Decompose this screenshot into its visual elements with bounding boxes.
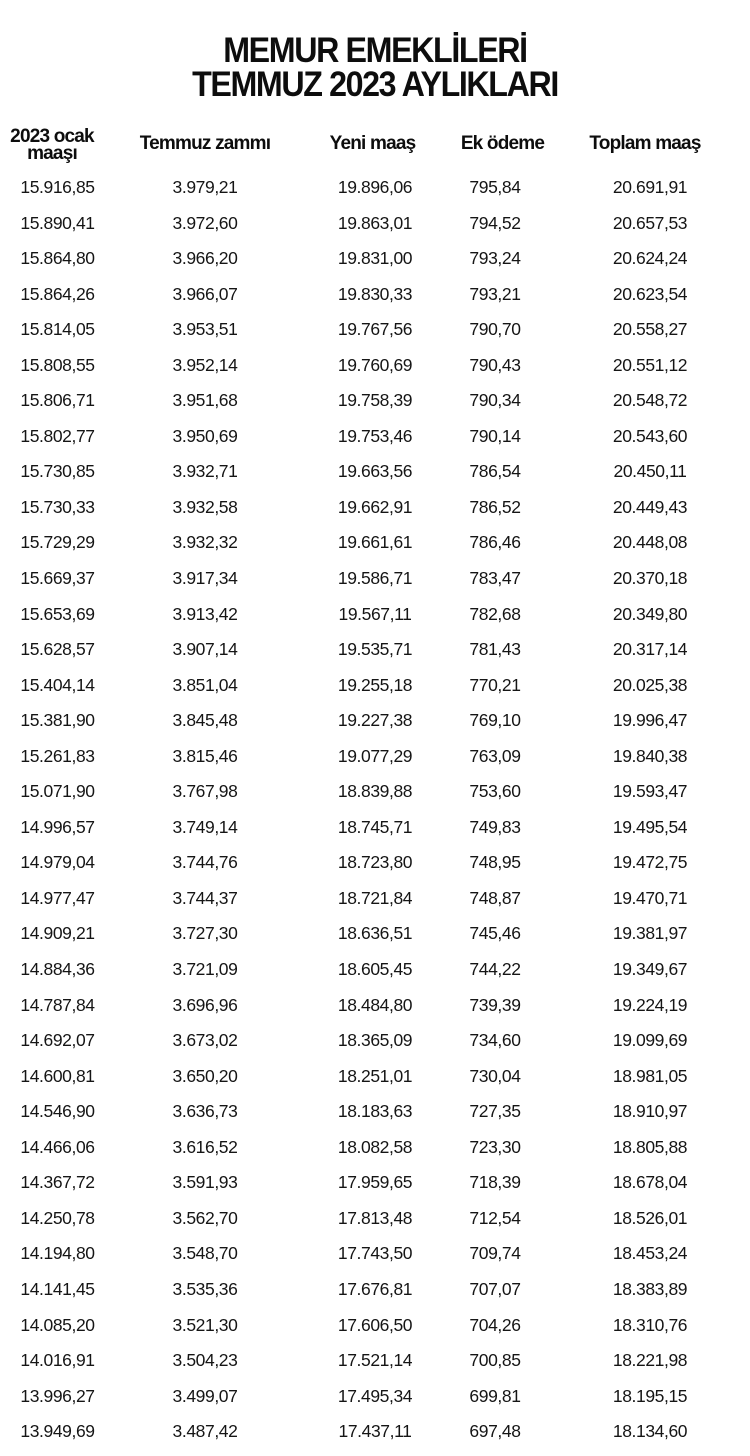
cell-toplam-maas: 20.543,60 xyxy=(612,425,688,446)
cell-ocak-maasi: 13.949,69 xyxy=(20,1421,95,1442)
cell-ocak-maasi: 14.546,90 xyxy=(20,1101,95,1122)
cell-yeni-maas: 19.586,71 xyxy=(337,568,413,589)
table-row xyxy=(0,1207,750,1243)
cell-temmuz-zammi: 3.767,98 xyxy=(172,781,238,802)
table-row xyxy=(0,887,750,923)
cell-toplam-maas: 19.495,54 xyxy=(612,816,688,837)
table-row xyxy=(0,460,750,496)
cell-yeni-maas: 17.959,65 xyxy=(337,1172,413,1193)
table-row xyxy=(0,638,750,674)
table-row xyxy=(0,176,750,212)
cell-yeni-maas: 18.636,51 xyxy=(337,923,413,944)
cell-toplam-maas: 20.548,72 xyxy=(612,390,688,411)
cell-ek-odeme: 709,74 xyxy=(469,1243,521,1264)
cell-yeni-maas: 19.831,00 xyxy=(337,248,413,269)
cell-ek-odeme: 700,85 xyxy=(469,1350,521,1371)
cell-ek-odeme: 790,34 xyxy=(469,390,521,411)
cell-temmuz-zammi: 3.721,09 xyxy=(172,959,238,980)
cell-toplam-maas: 20.657,53 xyxy=(612,212,688,233)
cell-ocak-maasi: 14.787,84 xyxy=(20,994,95,1015)
cell-yeni-maas: 19.567,11 xyxy=(338,603,412,624)
cell-ek-odeme: 718,39 xyxy=(469,1172,521,1193)
cell-yeni-maas: 17.495,34 xyxy=(337,1385,413,1406)
cell-toplam-maas: 18.310,76 xyxy=(612,1314,688,1335)
cell-temmuz-zammi: 3.616,52 xyxy=(172,1136,238,1157)
table-row xyxy=(0,1065,750,1101)
cell-ek-odeme: 794,52 xyxy=(469,212,521,233)
cell-temmuz-zammi: 3.591,93 xyxy=(172,1172,238,1193)
table-row xyxy=(0,567,750,603)
cell-toplam-maas: 18.195,15 xyxy=(612,1385,688,1406)
cell-ocak-maasi: 15.261,83 xyxy=(20,745,95,766)
table-row xyxy=(0,318,750,354)
table-row xyxy=(0,1278,750,1314)
cell-temmuz-zammi: 3.932,32 xyxy=(172,532,238,553)
cell-ocak-maasi: 15.381,90 xyxy=(20,710,95,731)
cell-ek-odeme: 745,46 xyxy=(469,923,521,944)
cell-ocak-maasi: 15.806,71 xyxy=(20,390,95,411)
cell-temmuz-zammi: 3.953,51 xyxy=(172,319,238,340)
header-ocak-maasi-line2: maaşı xyxy=(27,143,77,164)
cell-ocak-maasi: 14.909,21 xyxy=(20,923,95,944)
cell-ocak-maasi: 15.802,77 xyxy=(20,425,95,446)
cell-toplam-maas: 20.349,80 xyxy=(612,603,688,624)
cell-temmuz-zammi: 3.521,30 xyxy=(172,1314,238,1335)
cell-yeni-maas: 19.535,71 xyxy=(337,639,413,660)
header-ocak-maasi-line1: 2023 ocak xyxy=(10,126,94,147)
cell-toplam-maas: 18.910,97 xyxy=(612,1101,688,1122)
cell-ek-odeme: 748,87 xyxy=(469,887,521,908)
header-temmuz-zammi: Temmuz zammı xyxy=(139,133,271,154)
cell-ek-odeme: 748,95 xyxy=(469,852,521,873)
cell-yeni-maas: 19.227,38 xyxy=(337,710,413,731)
cell-ocak-maasi: 15.864,80 xyxy=(20,248,95,269)
cell-temmuz-zammi: 3.932,58 xyxy=(172,496,238,517)
cell-toplam-maas: 20.558,27 xyxy=(612,319,688,340)
cell-yeni-maas: 18.721,84 xyxy=(337,887,413,908)
cell-ek-odeme: 730,04 xyxy=(469,1065,521,1086)
cell-yeni-maas: 18.745,71 xyxy=(337,816,413,837)
cell-yeni-maas: 19.758,39 xyxy=(337,390,413,411)
table-row xyxy=(0,603,750,639)
cell-toplam-maas: 18.453,24 xyxy=(612,1243,688,1264)
cell-ek-odeme: 781,43 xyxy=(469,639,521,660)
cell-temmuz-zammi: 3.932,71 xyxy=(172,461,238,482)
cell-ocak-maasi: 15.653,69 xyxy=(20,603,95,624)
cell-yeni-maas: 18.484,80 xyxy=(337,994,413,1015)
cell-ocak-maasi: 14.367,72 xyxy=(20,1172,95,1193)
cell-toplam-maas: 20.025,38 xyxy=(612,674,688,695)
table-row xyxy=(0,1314,750,1350)
cell-ocak-maasi: 15.404,14 xyxy=(20,674,95,695)
cell-toplam-maas: 18.526,01 xyxy=(612,1207,688,1228)
table-row xyxy=(0,851,750,887)
table-row xyxy=(0,780,750,816)
table-row xyxy=(0,1171,750,1207)
cell-yeni-maas: 19.662,91 xyxy=(337,496,413,517)
cell-ocak-maasi: 14.692,07 xyxy=(20,1030,95,1051)
cell-toplam-maas: 20.370,18 xyxy=(612,568,688,589)
cell-ek-odeme: 795,84 xyxy=(469,177,521,197)
header-yeni-maas: Yeni maaş xyxy=(329,133,416,154)
cell-toplam-maas: 18.678,04 xyxy=(612,1172,688,1193)
table-row xyxy=(0,745,750,781)
cell-temmuz-zammi: 3.696,96 xyxy=(172,994,238,1015)
cell-temmuz-zammi: 3.744,76 xyxy=(172,852,238,873)
cell-toplam-maas: 20.624,24 xyxy=(612,248,688,269)
cell-toplam-maas: 18.383,89 xyxy=(612,1278,688,1299)
cell-ocak-maasi: 13.996,27 xyxy=(20,1385,95,1406)
cell-yeni-maas: 17.813,48 xyxy=(337,1207,413,1228)
cell-ocak-maasi: 14.996,57 xyxy=(20,816,95,837)
cell-toplam-maas: 19.224,19 xyxy=(612,994,688,1015)
cell-ek-odeme: 749,83 xyxy=(469,816,521,837)
cell-temmuz-zammi: 3.972,60 xyxy=(172,212,238,233)
table-row xyxy=(0,496,750,532)
table-row xyxy=(0,247,750,283)
cell-temmuz-zammi: 3.636,73 xyxy=(172,1101,238,1122)
cell-toplam-maas: 19.840,38 xyxy=(612,745,688,766)
cell-yeni-maas: 19.760,69 xyxy=(337,354,413,375)
cell-temmuz-zammi: 3.562,70 xyxy=(172,1207,238,1228)
cell-ek-odeme: 723,30 xyxy=(469,1136,521,1157)
cell-ocak-maasi: 14.977,47 xyxy=(20,887,95,908)
cell-yeni-maas: 17.521,14 xyxy=(337,1350,413,1371)
cell-ocak-maasi: 14.085,20 xyxy=(20,1314,95,1335)
cell-ek-odeme: 769,10 xyxy=(469,710,521,731)
title-line-1: MEMUR EMEKLİLERİ xyxy=(223,31,527,70)
table-row xyxy=(0,1385,750,1421)
cell-toplam-maas: 18.805,88 xyxy=(612,1136,688,1157)
cell-ocak-maasi: 15.730,33 xyxy=(20,496,95,517)
cell-ek-odeme: 793,21 xyxy=(469,283,521,304)
cell-yeni-maas: 18.365,09 xyxy=(337,1030,413,1051)
cell-ek-odeme: 744,22 xyxy=(469,959,521,980)
cell-yeni-maas: 17.676,81 xyxy=(337,1278,413,1299)
cell-toplam-maas: 18.134,60 xyxy=(612,1421,688,1442)
cell-ek-odeme: 786,54 xyxy=(469,461,521,482)
cell-yeni-maas: 19.255,18 xyxy=(337,674,413,695)
cell-yeni-maas: 18.723,80 xyxy=(337,852,413,873)
cell-yeni-maas: 18.183,63 xyxy=(337,1101,413,1122)
header-ek-odeme: Ek ödeme xyxy=(460,133,545,154)
cell-ek-odeme: 739,39 xyxy=(469,994,521,1015)
title-line-2: TEMMUZ 2023 AYLIKLARI xyxy=(192,65,558,104)
cell-toplam-maas: 20.691,91 xyxy=(612,177,688,197)
cell-toplam-maas: 18.221,98 xyxy=(612,1350,688,1371)
cell-yeni-maas: 18.251,01 xyxy=(337,1065,413,1086)
cell-ocak-maasi: 15.628,57 xyxy=(20,639,95,660)
cell-toplam-maas: 18.981,05 xyxy=(612,1065,688,1086)
cell-toplam-maas: 19.472,75 xyxy=(612,852,688,873)
cell-ek-odeme: 786,46 xyxy=(469,532,521,553)
cell-ocak-maasi: 15.814,05 xyxy=(20,319,95,340)
cell-ocak-maasi: 15.071,90 xyxy=(20,781,95,802)
cell-temmuz-zammi: 3.815,46 xyxy=(172,745,238,766)
cell-ocak-maasi: 15.729,29 xyxy=(20,532,95,553)
table-row xyxy=(0,816,750,852)
table-row xyxy=(0,354,750,390)
cell-temmuz-zammi: 3.950,69 xyxy=(172,425,238,446)
cell-ocak-maasi: 14.600,81 xyxy=(20,1065,95,1086)
cell-toplam-maas: 19.099,69 xyxy=(612,1030,688,1051)
cell-ek-odeme: 727,35 xyxy=(469,1101,521,1122)
cell-yeni-maas: 18.082,58 xyxy=(337,1136,413,1157)
cell-yeni-maas: 19.896,06 xyxy=(337,177,413,197)
cell-ocak-maasi: 14.466,06 xyxy=(20,1136,95,1157)
cell-ek-odeme: 753,60 xyxy=(469,781,521,802)
cell-yeni-maas: 19.753,46 xyxy=(337,425,413,446)
cell-ek-odeme: 697,48 xyxy=(469,1421,521,1442)
cell-temmuz-zammi: 3.744,37 xyxy=(172,887,238,908)
cell-ocak-maasi: 14.141,45 xyxy=(20,1278,95,1299)
table-row xyxy=(0,1349,750,1385)
table-row xyxy=(0,1100,750,1136)
cell-ocak-maasi: 14.016,91 xyxy=(20,1350,95,1371)
cell-yeni-maas: 18.605,45 xyxy=(337,959,413,980)
cell-ocak-maasi: 15.730,85 xyxy=(20,461,95,482)
cell-ek-odeme: 786,52 xyxy=(469,496,521,517)
cell-temmuz-zammi: 3.966,20 xyxy=(172,248,238,269)
cell-yeni-maas: 19.663,56 xyxy=(337,461,413,482)
cell-temmuz-zammi: 3.952,14 xyxy=(172,354,238,375)
cell-ek-odeme: 763,09 xyxy=(469,745,521,766)
table-row xyxy=(0,994,750,1030)
cell-ocak-maasi: 14.194,80 xyxy=(20,1243,95,1264)
cell-toplam-maas: 20.449,43 xyxy=(612,496,688,517)
cell-ocak-maasi: 14.250,78 xyxy=(20,1207,95,1228)
cell-ocak-maasi: 15.669,37 xyxy=(20,568,95,589)
page-title xyxy=(30,31,720,104)
cell-ek-odeme: 699,81 xyxy=(469,1385,521,1406)
cell-toplam-maas: 20.448,08 xyxy=(612,532,688,553)
cell-ocak-maasi: 14.979,04 xyxy=(20,852,95,873)
cell-yeni-maas: 19.767,56 xyxy=(337,319,413,340)
cell-yeni-maas: 19.830,33 xyxy=(337,283,413,304)
cell-toplam-maas: 20.450,11 xyxy=(613,461,687,482)
table-row xyxy=(0,531,750,567)
header-ocak-maasi xyxy=(2,128,102,162)
cell-temmuz-zammi: 3.907,14 xyxy=(172,639,238,660)
cell-ocak-maasi: 15.808,55 xyxy=(20,354,95,375)
cell-yeni-maas: 19.661,61 xyxy=(337,532,413,553)
cell-temmuz-zammi: 3.650,20 xyxy=(172,1065,238,1086)
cell-ek-odeme: 790,43 xyxy=(469,354,521,375)
cell-yeni-maas: 19.077,29 xyxy=(337,745,413,766)
cell-ek-odeme: 734,60 xyxy=(469,1030,521,1051)
table-row xyxy=(0,283,750,319)
cell-toplam-maas: 19.470,71 xyxy=(612,887,688,908)
cell-yeni-maas: 17.437,11 xyxy=(338,1421,412,1442)
cell-temmuz-zammi: 3.727,30 xyxy=(172,923,238,944)
cell-toplam-maas: 19.381,97 xyxy=(612,923,688,944)
cell-temmuz-zammi: 3.917,34 xyxy=(172,568,238,589)
cell-temmuz-zammi: 3.487,42 xyxy=(172,1421,238,1442)
cell-yeni-maas: 18.839,88 xyxy=(337,781,413,802)
header-toplam-maas: Toplam maaş xyxy=(589,133,701,154)
cell-ek-odeme: 790,70 xyxy=(469,319,521,340)
cell-temmuz-zammi: 3.966,07 xyxy=(172,283,238,304)
table-row xyxy=(0,1136,750,1172)
table-body xyxy=(0,176,750,1456)
cell-yeni-maas: 19.863,01 xyxy=(337,212,413,233)
table-row xyxy=(0,1242,750,1278)
cell-temmuz-zammi: 3.979,21 xyxy=(172,177,238,197)
table-header xyxy=(0,128,750,172)
cell-temmuz-zammi: 3.548,70 xyxy=(172,1243,238,1264)
table-row xyxy=(0,389,750,425)
cell-ek-odeme: 704,26 xyxy=(469,1314,521,1335)
cell-toplam-maas: 19.593,47 xyxy=(612,781,688,802)
cell-toplam-maas: 20.623,54 xyxy=(612,283,688,304)
cell-ek-odeme: 783,47 xyxy=(469,568,521,589)
cell-ocak-maasi: 15.864,26 xyxy=(20,283,95,304)
table-row xyxy=(0,958,750,994)
cell-toplam-maas: 19.996,47 xyxy=(612,710,688,731)
table-row xyxy=(0,709,750,745)
cell-temmuz-zammi: 3.749,14 xyxy=(172,816,238,837)
cell-temmuz-zammi: 3.851,04 xyxy=(172,674,238,695)
table-row xyxy=(0,922,750,958)
cell-ocak-maasi: 15.890,41 xyxy=(20,212,95,233)
table-row xyxy=(0,1029,750,1065)
table-row xyxy=(0,674,750,710)
cell-toplam-maas: 20.317,14 xyxy=(612,639,688,660)
cell-ocak-maasi: 15.916,85 xyxy=(20,177,95,197)
cell-ek-odeme: 712,54 xyxy=(469,1207,521,1228)
table-row xyxy=(0,1420,750,1456)
cell-temmuz-zammi: 3.951,68 xyxy=(172,390,238,411)
cell-yeni-maas: 17.606,50 xyxy=(337,1314,413,1335)
cell-temmuz-zammi: 3.845,48 xyxy=(172,710,238,731)
cell-yeni-maas: 17.743,50 xyxy=(337,1243,413,1264)
cell-ek-odeme: 782,68 xyxy=(469,603,521,624)
cell-toplam-maas: 19.349,67 xyxy=(612,959,688,980)
cell-ek-odeme: 790,14 xyxy=(469,425,521,446)
cell-temmuz-zammi: 3.504,23 xyxy=(172,1350,238,1371)
table-row xyxy=(0,212,750,248)
cell-ek-odeme: 707,07 xyxy=(469,1278,521,1299)
table-row xyxy=(0,425,750,461)
cell-temmuz-zammi: 3.499,07 xyxy=(172,1385,238,1406)
cell-ek-odeme: 770,21 xyxy=(469,674,521,695)
cell-temmuz-zammi: 3.673,02 xyxy=(172,1030,238,1051)
cell-toplam-maas: 20.551,12 xyxy=(612,354,688,375)
cell-temmuz-zammi: 3.535,36 xyxy=(172,1278,238,1299)
cell-ek-odeme: 793,24 xyxy=(469,248,521,269)
cell-temmuz-zammi: 3.913,42 xyxy=(172,603,238,624)
cell-ocak-maasi: 14.884,36 xyxy=(20,959,95,980)
